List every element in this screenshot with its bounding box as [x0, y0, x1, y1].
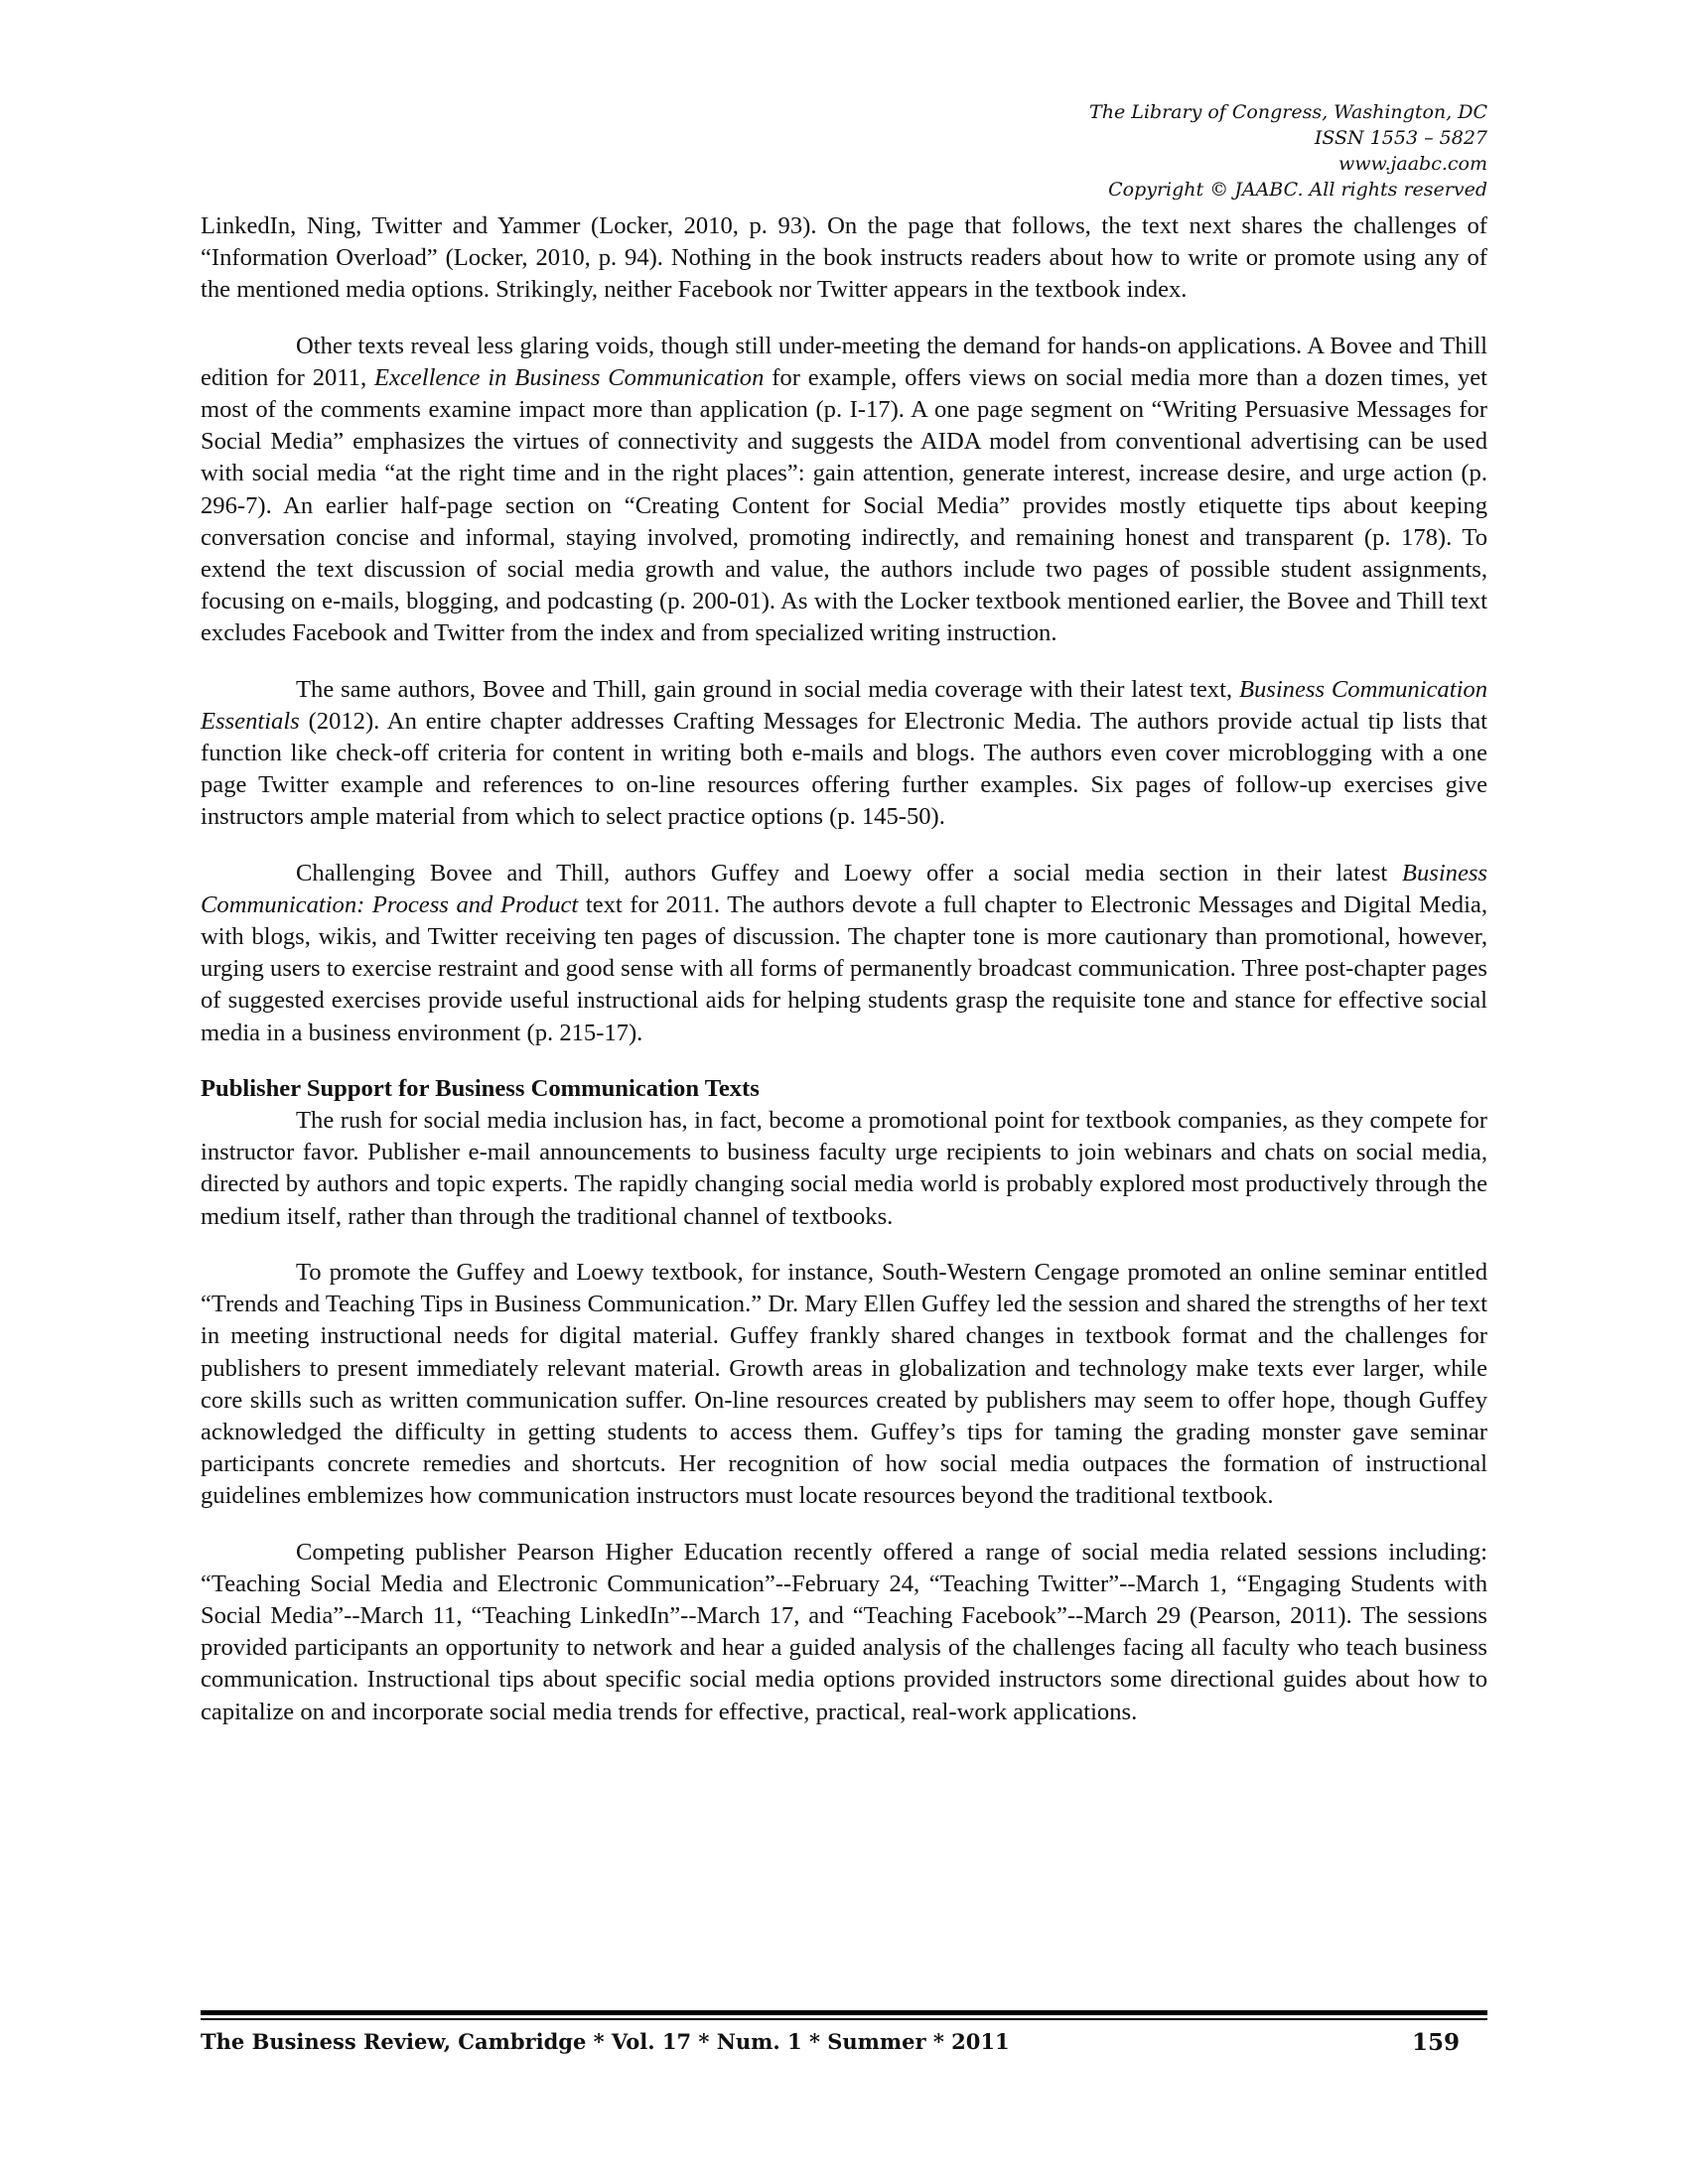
paragraph-3-book-title: Business Communication Essentials [201, 675, 1487, 735]
paragraph-2-text-a: Other texts reveal less glaring voids, though still under-meeting the demand for hands-on applications. A Bovee and Thill edition for 2011, [201, 332, 1487, 391]
paragraph-4 [201, 858, 1487, 1049]
paragraph-2-text-b: for example, offers views on social media more than a dozen times, yet most of the comments examine impact more than application (p. I-17). A one page segment on “Writing Persuasive Messages for Social Media” emphasizes the virtues of connectivity and suggests the AIDA model from conventional advertising can be used with social media “at the right time and in the right places”: gain attention, generate interest, increase desire, and urge action (p. 296-7). An earlier half-page section on “Creating Content for Social Media” provides mostly etiquette tips about keeping conversation concise and informal, staying involved, promoting indirectly, and remaining honest and transparent (p. 178). To extend the text discussion of social media growth and value, the authors include two pages of possible student assignments, focusing on e-mails, blogging, and podcasting (p. 200-01). As with the Locker textbook mentioned earlier, the Bovee and Thill text excludes Facebook and Twitter from the index and from specialized writing instruction. [201, 363, 1487, 647]
paragraph-1: LinkedIn, Ning, Twitter and Yammer (Locker, 2010, p. 93). On the page that follows, the text next shares the challenges of “Information Overload” (Locker, 2010, p. 94). Nothing in the book instructs readers about how to write or promote using any of the mentioned media options. Strikingly, neither Facebook nor Twitter appears in the textbook index. [201, 212, 1487, 304]
paragraph-2 [201, 331, 1487, 650]
section-heading: Publisher Support for Business Communication Texts [201, 1074, 760, 1102]
header-line-issn: ISSN 1553 – 5827 [1314, 127, 1487, 149]
page-number: 159 [1411, 2029, 1460, 2056]
footer-journal-info: The Business Review, Cambridge * Vol. 17 * Num. 1 * Summer * 2011 [201, 2029, 1010, 2054]
paragraph-4-text-b: text for 2011. The authors devote a full chapter to Electronic Messages and Digital Media, with blogs, wikis, and Twitter receiving ten pages of discussion. The chapter tone is more cautionary than promotional, however, urging users to exercise restraint and good sense with all forms of permanently broadcast communication. Three post-chapter pages of suggested exercises provide useful instructional aids for helping students grasp the requisite tone and stance for effective social media in a business environment (p. 215-17). [201, 890, 1487, 1046]
paragraph-6: To promote the Guffey and Loewy textbook, for instance, South-Western Cengage promoted an online seminar entitled “Trends and Teaching Tips in Business Communication.” Dr. Mary Ellen Guffey led the session and shared the strengths of her text in meeting instructional needs for digital material. Guffey frankly shared changes in textbook format and the challenges for publishers to present immediately relevant material. Growth areas in globalization and technology make texts ever larger, while core skills such as written communication suffer. On-line resources created by publishers may seem to offer hope, though Guffey acknowledged the difficulty in getting students to access them. Guffey’s tips for taming the grading monster gave seminar participants concrete remedies and shortcuts. Her recognition of how social media outpaces the formation of instructional guidelines emblemizes how communication instructors must locate resources beyond the traditional textbook. [201, 1258, 1487, 1510]
paragraph-3-text-a: The same authors, Bovee and Thill, gain ground in social media coverage with their latest text, [296, 675, 1239, 703]
header-line-website: www.jaabc.com [1337, 153, 1487, 175]
header-line-library: The Library of Congress, Washington, DC [1089, 101, 1487, 123]
paragraph-5: The rush for social media inclusion has, in fact, become a promotional point for textbook companies, as they compete for instructor favor. Publisher e-mail announcements to business faculty urge recipients to join webinars and chats on social media, directed by authors and topic experts. The rapidly changing social media world is probably explored most productively through the medium itself, rather than through the traditional channel of textbooks. [201, 1107, 1487, 1230]
paragraph-7: Competing publisher Pearson Higher Education recently offered a range of social media related sessions including: “Teaching Social Media and Electronic Communication”--February 24, “Teaching Twitter”--March 1, “Engaging Students with Social Media”--March 11, “Teaching LinkedIn”--March 17, and “Teaching Facebook”--March 29 (Pearson, 2011). The sessions provided participants an opportunity to network and hear a guided analysis of the challenges facing all faculty who teach business communication. Instructional tips about specific social media options provided instructors some directional guides about how to capitalize on and incorporate social media trends for effective, practical, real-work applications. [201, 1538, 1487, 1725]
journal-header [792, 99, 1487, 203]
paragraph-4-book-title: Business Communication: Process and Product [201, 859, 1487, 918]
paragraph-3 [201, 674, 1487, 834]
paragraph-4-text-a: Challenging Bovee and Thill, authors Guffey and Loewy offer a social media section in their latest [296, 859, 1402, 887]
paragraph-2-book-title: Excellence in Business Communication [373, 363, 765, 391]
footer-divider-thin [201, 2018, 1487, 2020]
article-body [201, 210, 1487, 1728]
journal-footer [201, 2029, 1487, 2069]
paragraph-3-text-b: (2012). An entire chapter addresses Crafting Messages for Electronic Media. The authors provide actual tip lists that function like check-off criteria for content in writing both e-mails and blogs. The authors even cover microblogging with a one page Twitter example and references to on-line resources offering further examples. Six pages of follow-up exercises give instructors ample material from which to select practice options (p. 145-50). [201, 707, 1487, 831]
footer-divider-thick [201, 2010, 1487, 2015]
header-line-copyright: Copyright © JAABC. All rights reserved [1108, 179, 1487, 201]
